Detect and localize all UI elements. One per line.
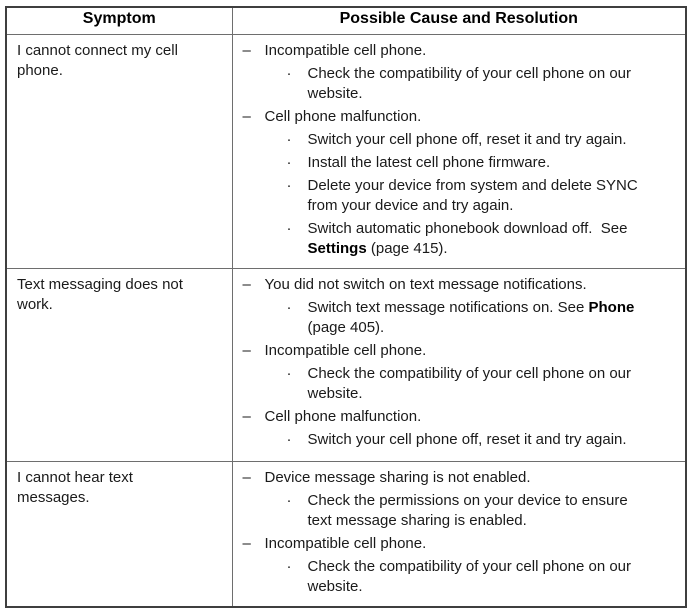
dot-bullet: · [286,219,292,237]
dash-bullet: – [242,534,251,552]
dot-bullet: · [286,298,292,316]
dot-bullet: · [286,64,292,82]
cause-text: Incompatible cell phone. [264,341,427,359]
cause-text: Incompatible cell phone. [264,534,427,552]
cause-text: You did not switch on text message notifications. [264,275,587,293]
resolution-item [265,430,656,450]
symptom-column-header: Symptom [6,7,232,34]
resolution-text: Check the compatibility of your cell phone on our website. [307,64,636,102]
table-row [6,34,686,268]
dot-bullet: · [286,430,292,448]
causes-cell [232,461,686,607]
cause-item [243,341,656,404]
resolution-text: Switch automatic phonebook download off. See Settings (page 415). [307,219,632,257]
dash-bullet: – [242,341,251,359]
cause-item [243,468,656,531]
dash-bullet: – [242,107,251,125]
table-row [6,461,686,607]
cause-item [243,407,656,450]
troubleshooting-table [5,6,687,608]
resolution-text: Switch text message notifications on. See Phone (page 405). [307,298,639,336]
resolution-item [265,219,656,259]
causes-cell [232,34,686,268]
dash-bullet: – [242,407,251,425]
causes-cell [232,268,686,461]
dot-bullet: · [286,557,292,575]
cause-item [243,275,656,338]
header-row [6,7,686,34]
resolution-text: Delete your device from system and delete SYNC from your device and try again. [307,176,642,214]
cause-item [243,534,656,597]
resolution-item [265,298,656,338]
resolution-item [265,364,656,404]
resolution-text: Check the permissions on your device to ensure text message sharing is enabled. [307,491,632,529]
symptom-cell: I cannot hear text messages. [6,461,232,607]
resolution-text: Check the compatibility of your cell phone on our website. [307,364,636,402]
symptom-cell: Text messaging does not work. [6,268,232,461]
cause-text: Incompatible cell phone. [264,41,427,59]
dash-bullet: – [242,41,251,59]
dot-bullet: · [286,153,292,171]
cause-column-header: Possible Cause and Resolution [232,7,686,34]
resolution-item [265,64,656,104]
cause-item [243,107,656,259]
resolution-item [265,130,656,150]
dot-bullet: · [286,491,292,509]
resolution-item [265,153,656,173]
dash-bullet: – [242,275,251,293]
dot-bullet: · [286,364,292,382]
resolution-item [265,176,656,216]
resolution-text: Check the compatibility of your cell phone on our website. [307,557,636,595]
resolution-text: Switch your cell phone off, reset it and try again. [307,130,627,148]
cause-text: Cell phone malfunction. [264,107,422,125]
cause-text: Cell phone malfunction. [264,407,422,425]
resolution-text: Switch your cell phone off, reset it and try again. [307,430,627,448]
resolution-item [265,557,656,597]
dash-bullet: – [242,468,251,486]
symptom-cell: I cannot connect my cell phone. [6,34,232,268]
cause-text: Device message sharing is not enabled. [264,468,531,486]
resolution-text: Install the latest cell phone firmware. [307,153,551,171]
cause-item [243,41,656,104]
resolution-item [265,491,656,531]
table-row [6,268,686,461]
dot-bullet: · [286,176,292,194]
dot-bullet: · [286,130,292,148]
